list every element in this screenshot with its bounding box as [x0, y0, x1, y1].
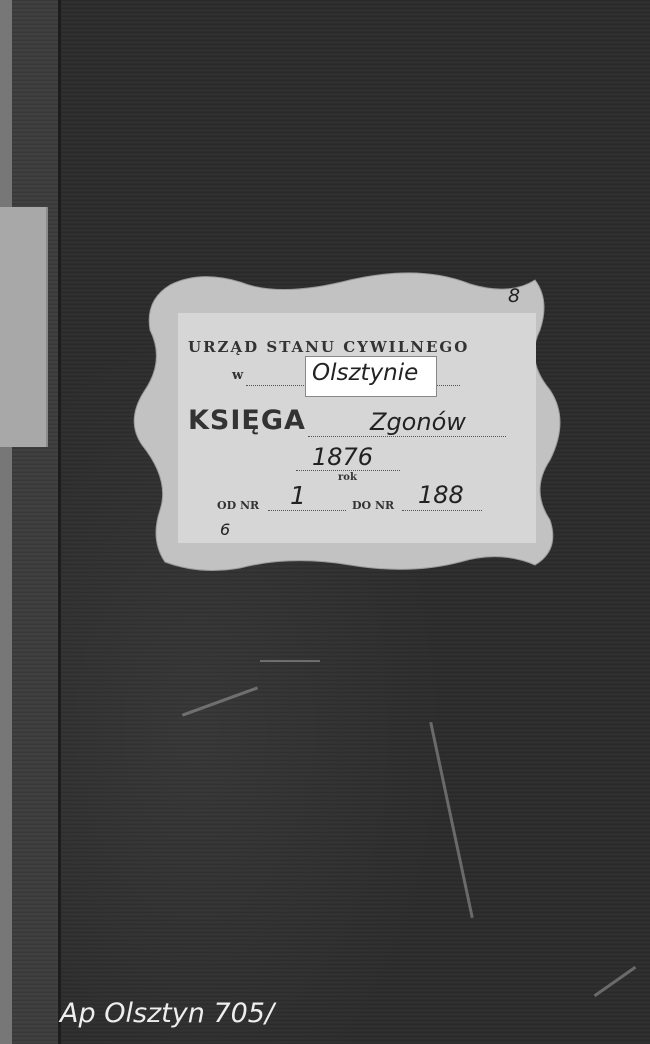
- from-number-handwriting: 1: [290, 481, 306, 510]
- to-number-handwriting: 188: [418, 481, 464, 509]
- corner-number: 8: [508, 285, 521, 307]
- archive-signature: Ap Olsztyn 705/: [60, 998, 275, 1029]
- office-header: URZĄD STANU CYWILNEGO: [188, 338, 470, 356]
- to-number-caption: DO NR: [352, 499, 395, 512]
- book-type-line: [308, 436, 506, 437]
- place-prefix: w: [232, 368, 244, 383]
- small-mark: 6: [220, 520, 231, 539]
- from-number-line: [268, 510, 346, 511]
- place-handwriting: Olsztynie: [312, 360, 419, 386]
- book-type-handwriting: Zgonów: [370, 408, 466, 436]
- to-number-line: [402, 510, 482, 511]
- wear-mark: [260, 660, 320, 662]
- book-title: KSIĘGA: [188, 405, 306, 436]
- paper-tab: [0, 207, 48, 447]
- from-number-caption: OD NR: [217, 499, 260, 512]
- year-handwriting: 1876: [312, 443, 374, 471]
- spine-edge: [0, 0, 12, 1044]
- year-caption: rok: [338, 472, 357, 483]
